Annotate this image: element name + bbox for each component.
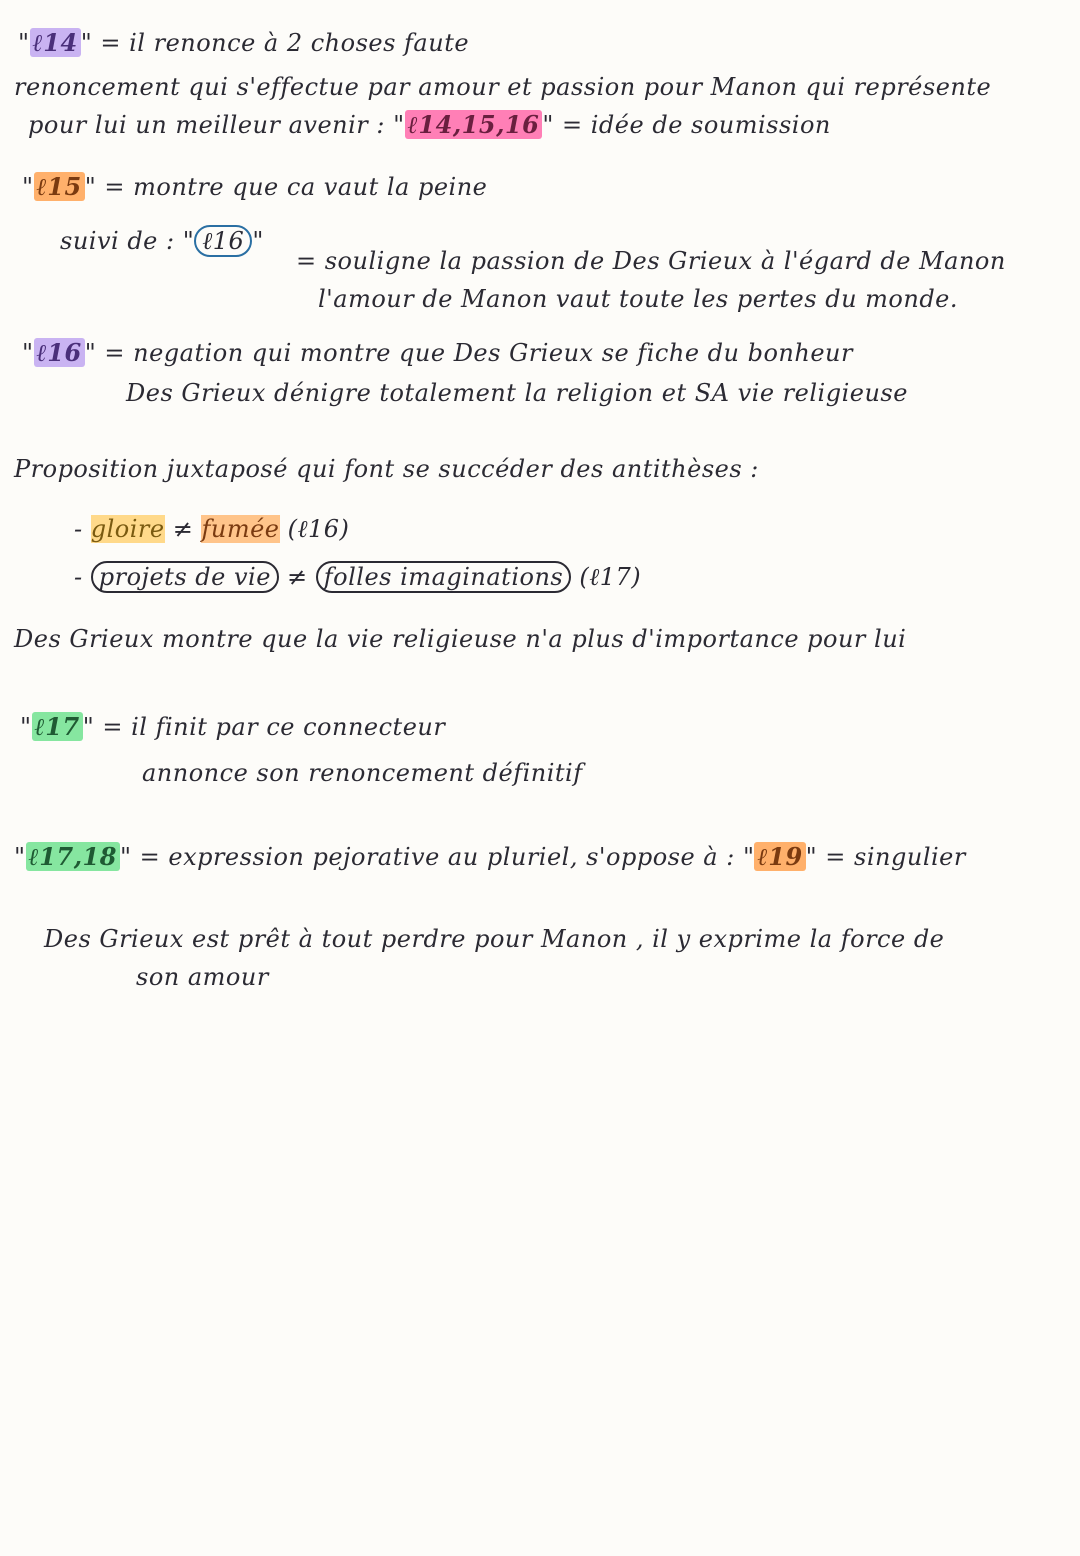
note-text: suivi de : "	[60, 227, 195, 255]
note-text: " = il renonce à 2 choses faute	[80, 29, 470, 57]
quote-mark: "	[14, 843, 26, 871]
bullet-dash: -	[74, 563, 83, 591]
note-line-18: son amour	[136, 963, 269, 991]
note-text: " = il finit par ce connecteur	[82, 713, 446, 741]
note-text: " = singulier	[805, 843, 966, 871]
line-ref-tag: ℓ16	[34, 338, 85, 367]
note-text: " = expression pejorative au pluriel, s'oppose à : "	[119, 843, 755, 871]
line-ref-tag: ℓ14,15,16	[405, 110, 543, 139]
note-text: " = montre que ca vaut la peine	[84, 173, 488, 201]
note-line-14	[20, 712, 445, 742]
line-ref: (ℓ17)	[579, 563, 642, 591]
line-ref-tag: ℓ15	[34, 172, 85, 201]
note-line-7: l'amour de Manon vaut toute les pertes du monde.	[318, 285, 959, 313]
note-text: " = negation qui montre que Des Grieux se fiche du bonheur	[84, 339, 853, 367]
antithesis-term: folles imaginations	[316, 561, 571, 593]
note-text: pour lui un meilleur avenir : "	[28, 111, 405, 139]
note-line-10: Proposition juxtaposé qui font se succéder des antithèses :	[14, 455, 759, 483]
line-ref-tag: ℓ17	[32, 712, 83, 741]
quote-mark: "	[22, 173, 34, 201]
note-line-6: = souligne la passion de Des Grieux à l'égard de Manon	[296, 247, 1006, 275]
note-line-16	[14, 842, 966, 872]
antithesis-item-1	[74, 514, 349, 544]
note-line-9: Des Grieux dénigre totalement la religion et SA vie religieuse	[126, 379, 908, 407]
note-line-13: Des Grieux montre que la vie religieuse n'a plus d'importance pour lui	[14, 625, 907, 653]
antithesis-term: fumée	[201, 515, 280, 543]
note-line-3	[28, 110, 831, 140]
note-text: " = idée de soumission	[542, 111, 831, 139]
antithesis-term: projets de vie	[91, 561, 279, 593]
line-ref-tag: ℓ17,18	[26, 842, 120, 871]
antithesis-item-2	[74, 562, 641, 592]
quote-mark: "	[20, 713, 32, 741]
not-equal-sign: ≠	[287, 563, 308, 591]
note-line-8	[22, 338, 853, 368]
line-ref-tag: ℓ19	[754, 842, 805, 871]
not-equal-sign: ≠	[172, 515, 194, 543]
note-line-4	[22, 172, 487, 202]
line-ref: (ℓ16)	[287, 515, 350, 543]
bullet-dash: -	[74, 515, 83, 543]
note-line-17: Des Grieux est prêt à tout perdre pour Manon , il y exprime la force de	[44, 925, 945, 953]
note-text: "	[252, 227, 264, 255]
quote-mark: "	[22, 339, 34, 367]
antithesis-term: gloire	[90, 515, 165, 543]
note-line-5	[60, 226, 264, 256]
note-line-2: renoncement qui s'effectue par amour et passion pour Manon qui représente	[14, 73, 992, 101]
note-line-15: annonce son renoncement définitif	[142, 759, 583, 787]
note-line-1	[18, 28, 469, 58]
line-ref-tag: ℓ14	[30, 28, 81, 57]
quote-mark: "	[18, 29, 30, 57]
circled-ref: ℓ16	[194, 225, 252, 257]
